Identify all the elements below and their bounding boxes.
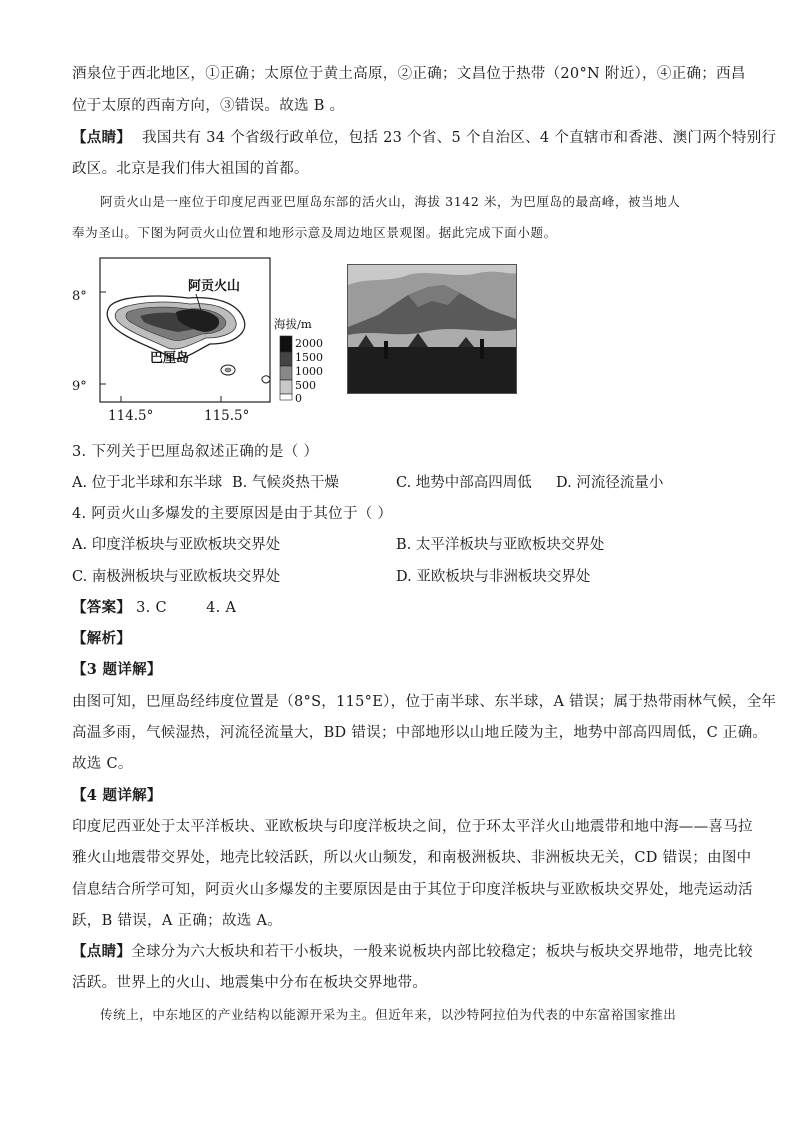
question-3-stem: 3. 下列关于巴厘岛叙述正确的是（ ） (72, 444, 319, 460)
q3-option-d[interactable]: D. 河流径流量小 (556, 475, 664, 491)
q3-option-b[interactable]: B. 气候炎热干燥 (232, 475, 339, 491)
passage-line: 阿贡火山是一座位于印度尼西亚巴厘岛东部的活火山，海拔 3142 米，为巴厘岛的最高峰，被当地人 (100, 194, 681, 209)
q3-option-a[interactable]: A. 位于北半球和东半球 (72, 475, 223, 491)
text-line: 位于太原的西南方向，③错误。故选 B 。 (72, 98, 345, 114)
dianjing-text: 全球分为六大板块和若干小板块，一般来说板块内部比较稳定；板块与板块交界地带，地壳比较 (131, 944, 753, 960)
text-line: 政区。北京是我们伟大祖国的首都。 (72, 161, 309, 177)
lat-label-top: 8° (72, 289, 87, 304)
legend-value: 0 (295, 392, 302, 405)
q4-option-d[interactable]: D. 亚欧板块与非洲板块交界处 (396, 569, 591, 585)
dianjing-label: 【点睛】 (72, 129, 132, 146)
text-line: 跃，B 错误，A 正确；故选 A。 (72, 913, 283, 929)
answer-line (72, 598, 236, 618)
legend-title: 海拔/m (274, 317, 312, 331)
detail-3-label: 【3 题详解】 (72, 661, 162, 678)
legend-value: 2000 (295, 337, 323, 350)
q4-option-c[interactable]: C. 南极洲板块与亚欧板块交界处 (72, 569, 281, 585)
dianjing-label: 【点睛】 (72, 943, 132, 960)
lon-label-right: 115.5° (204, 408, 250, 424)
answer-text: 3. C 4. A (136, 600, 237, 616)
agung-landscape-photo (347, 264, 517, 394)
text-line: 酒泉位于西北地区，①正确；太原位于黄土高原，②正确；文昌位于热带（20°N 附近），④正确；西昌 (72, 66, 746, 82)
landscape-drawing (348, 265, 516, 393)
text-line: 印度尼西亚处于太平洋板块、亚欧板块与印度洋板块之间，位于环太平洋火山地震带和地中海——喜马拉 (72, 819, 753, 835)
text-line: 高温多雨，气候湿热，河流径流量大，BD 错误；中部地形以山地丘陵为主，地势中部高四周低，C 正确。 (72, 725, 768, 741)
answer-label: 【答案】 (72, 599, 132, 616)
dianjing-paragraph (72, 942, 753, 962)
text-line: 由图可知，巴厘岛经纬度位置是（8°S，115°E），位于南半球、东半球，A 错误；属于热带雨林气候，全年 (72, 694, 777, 710)
passage-line: 奉为圣山。下图为阿贡火山位置和地形示意及周边地区景观图。据此完成下面小题。 (72, 225, 557, 240)
lat-label-bottom: 9° (72, 379, 87, 394)
island-label: 巴厘岛 (150, 351, 190, 366)
bali-topographic-map (98, 256, 330, 416)
legend-value: 1000 (295, 365, 323, 378)
q4-option-a[interactable]: A. 印度洋板块与亚欧板块交界处 (72, 537, 281, 553)
dianjing-text: 我国共有 34 个省级行政单位，包括 23 个省、5 个自治区、4 个直辖市和香港、澳门两个特别行 (142, 130, 777, 146)
legend-value: 1500 (295, 351, 323, 364)
text-line: 雅火山地震带交界处，地壳比较活跃，所以火山频发，和南极洲板块、非洲板块无关，CD 错误；由图中 (72, 850, 752, 866)
legend-value: 500 (295, 379, 316, 392)
volcano-label: 阿贡火山 (188, 279, 241, 294)
question-4-stem: 4. 阿贡火山多爆发的主要原因是由于其位于（ ） (72, 506, 393, 522)
passage-line: 传统上，中东地区的产业结构以能源开采为主。但近年来，以沙特阿拉伯为代表的中东富裕国家推出 (100, 1007, 677, 1022)
text-line: 活跃。世界上的火山、地震集中分布在板块交界地带。 (72, 975, 428, 991)
dianjing-paragraph (72, 128, 776, 148)
text-line: 故选 C。 (72, 756, 133, 772)
text-line: 信息结合所学可知，阿贡火山多爆发的主要原因是由于其位于印度洋板块与亚欧板块交界处，地壳运动活 (72, 882, 753, 898)
analysis-label: 【解析】 (72, 630, 132, 647)
lon-label-left: 114.5° (108, 408, 154, 424)
q4-option-b[interactable]: B. 太平洋板块与亚欧板块交界处 (396, 537, 605, 553)
q3-option-c[interactable]: C. 地势中部高四周低 (396, 475, 532, 491)
detail-4-label: 【4 题详解】 (72, 787, 162, 804)
